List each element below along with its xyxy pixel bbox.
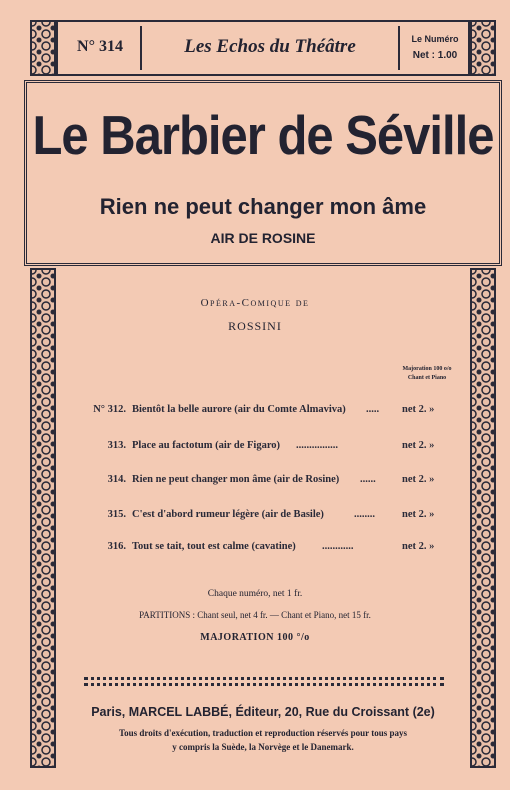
toc-row [84, 440, 454, 458]
toc-price: net 2. » [402, 474, 435, 485]
toc-number: 314. [107, 474, 126, 485]
majoration-note: Majoration 100 o/o [402, 366, 452, 372]
toc-number: 316. [107, 541, 126, 552]
series-title: Les Echos du Théâtre [184, 36, 356, 57]
right-vine-border [470, 268, 496, 768]
header-divider-right [398, 26, 400, 70]
price-label: Le Numéro [411, 34, 459, 44]
composer-name: ROSSINI [228, 319, 282, 333]
toc-price: net 2. » [402, 440, 435, 451]
toc-title: Place au factotum (air de Figaro) [132, 440, 281, 451]
rights-line-2: y compris la Suède, la Norvège et le Danemark. [172, 742, 354, 752]
toc-title: Rien ne peut changer mon âme (air de Rosine) [132, 474, 340, 485]
toc-dots: ................ [296, 440, 338, 451]
publisher-line: Paris, MARCEL LABBÉ, Éditeur, 20, Rue du Croissant (2e) [91, 705, 435, 719]
rights-line-1: Tous droits d'exécution, traduction et reproduction réservés pour tous pays [118, 728, 408, 738]
title-main: Le Barbier de Séville [32, 105, 494, 167]
left-vine-border [30, 268, 56, 768]
toc-title: Bientôt la belle aurore (air du Comte Almaviva) [132, 404, 346, 415]
toc-row [84, 541, 454, 559]
title-subtitle: Rien ne peut changer mon âme [99, 194, 427, 219]
toc-title: Tout se tait, tout est calme (cavatine) [132, 541, 296, 552]
price-partitions: PARTITIONS : Chant seul, net 4 fr. — Chant et Piano, net 15 fr. [139, 610, 371, 620]
majoration-note-2: Chant et Piano [407, 375, 447, 381]
dotted-rule-bottom [84, 683, 444, 686]
toc-title: C'est d'abord rumeur légère (air de Basile) [132, 509, 324, 520]
toc-row [84, 474, 454, 492]
toc-dots: ...... [360, 474, 376, 485]
issue-number: N° 314 [77, 38, 123, 55]
toc-number: N° 312. [93, 404, 126, 415]
header-divider-left [140, 26, 142, 70]
dotted-rule-top [84, 677, 444, 680]
toc-dots: ..... [366, 404, 380, 415]
title-air: AIR DE ROSINE [210, 230, 316, 246]
toc-dots: ............ [322, 541, 354, 552]
top-right-ornament [470, 20, 496, 76]
genre-label: Opéra-Comique de [200, 297, 310, 309]
toc-row [84, 404, 454, 422]
price-majoration: MAJORATION 100 °/o [200, 632, 310, 643]
top-left-ornament [30, 20, 56, 76]
toc-price: net 2. » [402, 541, 435, 552]
toc-row [84, 509, 454, 527]
price-each: Chaque numéro, net 1 fr. [207, 589, 303, 599]
toc-price: net 2. » [402, 404, 435, 415]
toc-number: 313. [107, 440, 126, 451]
toc-price: net 2. » [402, 509, 435, 520]
toc-dots: ........ [354, 509, 375, 520]
price-value: Net : 1.00 [412, 50, 458, 61]
toc-number: 315. [107, 509, 126, 520]
